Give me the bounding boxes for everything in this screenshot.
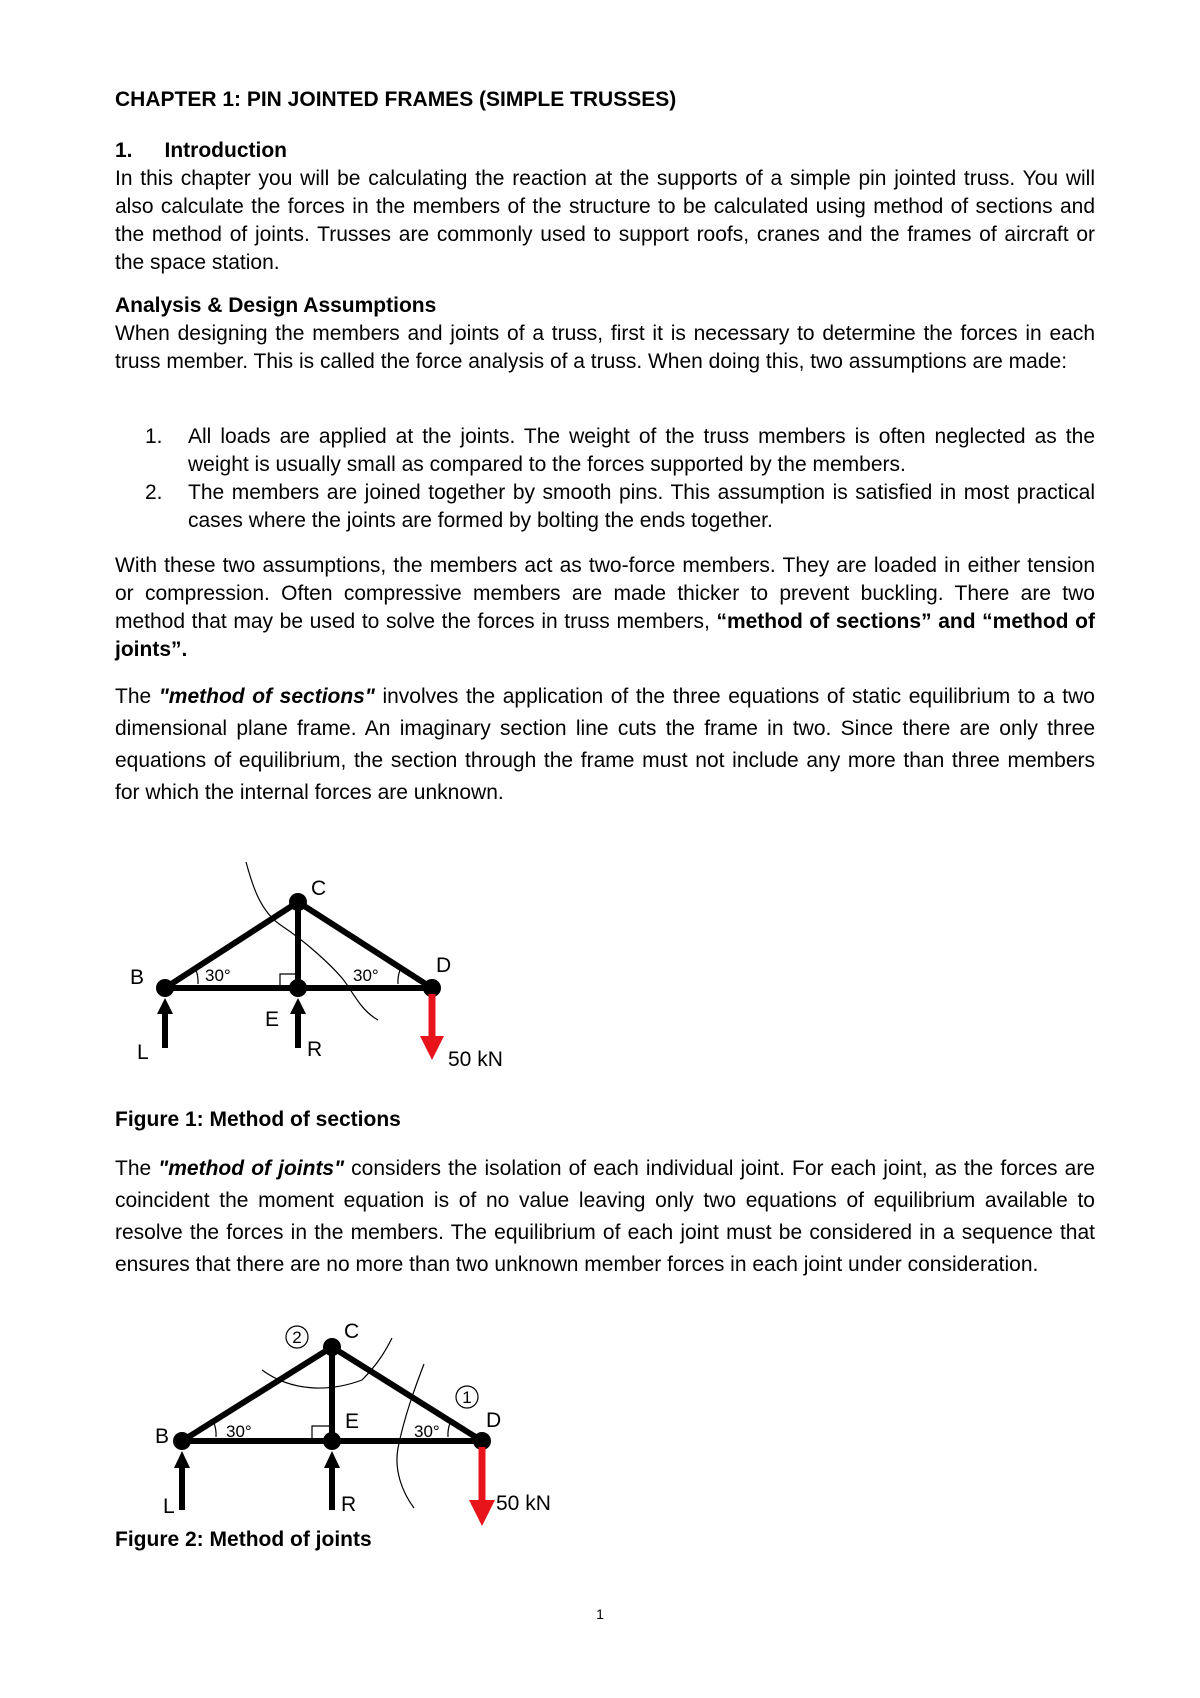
two-force-methods: “method of sections” and “method of joints”. [115, 610, 1095, 661]
label-l: L [137, 1041, 149, 1064]
load-label: 50 kN [496, 1492, 551, 1515]
member-bc [182, 1347, 332, 1441]
label-l: L [163, 1495, 175, 1518]
figure-2-caption-label: Figure 2: [115, 1528, 204, 1551]
step-2-label: 2 [292, 1328, 302, 1347]
intro-heading-text: Introduction [164, 139, 287, 162]
joints-term: "method of joints" [158, 1157, 345, 1180]
joint-c [323, 1338, 341, 1356]
angle-left-label: 30° [205, 966, 231, 985]
figure-1-caption: Figure 1: Method of sections [115, 1108, 401, 1131]
list-item-text: The members are joined together by smooth pins. This assumption is satisfied in most practical cases where the joints are formed by bolting the ends together. [188, 481, 1095, 532]
page-number: 1 [596, 1606, 604, 1622]
angle-arc-right [448, 1423, 450, 1437]
figure-2-caption-text: Method of joints [203, 1528, 372, 1551]
step-1-label: 1 [462, 1388, 472, 1407]
reaction-arrow-r [324, 1451, 340, 1510]
label-d: D [436, 954, 452, 977]
sections-text: involves the application of the three equations of static equilibrium to a two dimensional plane frame. An imaginary section line cuts the frame in two. Since there are only three equations of equilibrium, the section through the frame must not include any more than three members for which the internal forces are unknown. [115, 685, 1095, 804]
label-r: R [307, 1038, 323, 1061]
joint-e [323, 1432, 341, 1450]
list-item-number: 2. [145, 481, 163, 504]
assumptions-heading: Analysis & Design Assumptions [115, 294, 437, 317]
chapter-title: CHAPTER 1: PIN JOINTED FRAMES (SIMPLE TRUSSES) [115, 88, 677, 111]
label-c: C [344, 1320, 360, 1343]
label-e: E [265, 1008, 280, 1031]
angle-right-label: 30° [414, 1422, 440, 1441]
joints-text: considers the isolation of each individual joint. For each joint, as the forces are coincident the moment equation is of no value leaving only two equations of equilibrium available to resolve the forces in the members. The equilibrium of each joint must be considered in a sequence that ensures that there are no more than two unknown member forces in each joint under consideration. [115, 1157, 1095, 1276]
label-d: D [486, 1409, 502, 1432]
label-e: E [345, 1410, 360, 1433]
assumptions-paragraph: When designing the members and joints of a truss, first it is necessary to determine the forces in each truss member. This is called the force analysis of a truss. When doing this, two assumptions are made: [115, 322, 1095, 373]
list-item-number: 1. [145, 425, 163, 448]
joint-b [173, 1432, 191, 1450]
two-force-text: With these two assumptions, the members act as two-force members. They are loaded in either tension or compression. Often compressive members are made thicker to prevent buckling. There are two method that may be used to solve the forces in truss members, [115, 554, 1095, 633]
intro-paragraph: In this chapter you will be calculating the reaction at the supports of a simple pin jointed truss. You will also calculate the forces in the members of the structure to be calculated using method of sections and the method of joints. Trusses are commonly used to support roofs, cranes and the frames of aircraft or the space station. [115, 167, 1095, 274]
angle-right-label: 30° [353, 966, 379, 985]
list-item-text: All loads are applied at the joints. The weight of the truss members is often neglected as the weight is usually small as compared to the forces supported by the members. [188, 425, 1095, 476]
sections-pre: The [115, 685, 159, 708]
label-c: C [311, 877, 327, 900]
reaction-arrow-l [174, 1451, 190, 1510]
label-b: B [130, 966, 145, 989]
label-r: R [341, 1493, 357, 1516]
label-b: B [155, 1425, 170, 1448]
load-arrow [469, 1447, 495, 1526]
angle-left-label: 30° [226, 1422, 252, 1441]
sections-term: "method of sections" [158, 685, 375, 708]
figure-2-caption [115, 1526, 1095, 1554]
angle-arc-left [214, 1423, 216, 1437]
joints-pre: The [115, 1157, 159, 1180]
intro-number: 1. [115, 139, 133, 162]
load-label: 50 kN [448, 1048, 503, 1071]
